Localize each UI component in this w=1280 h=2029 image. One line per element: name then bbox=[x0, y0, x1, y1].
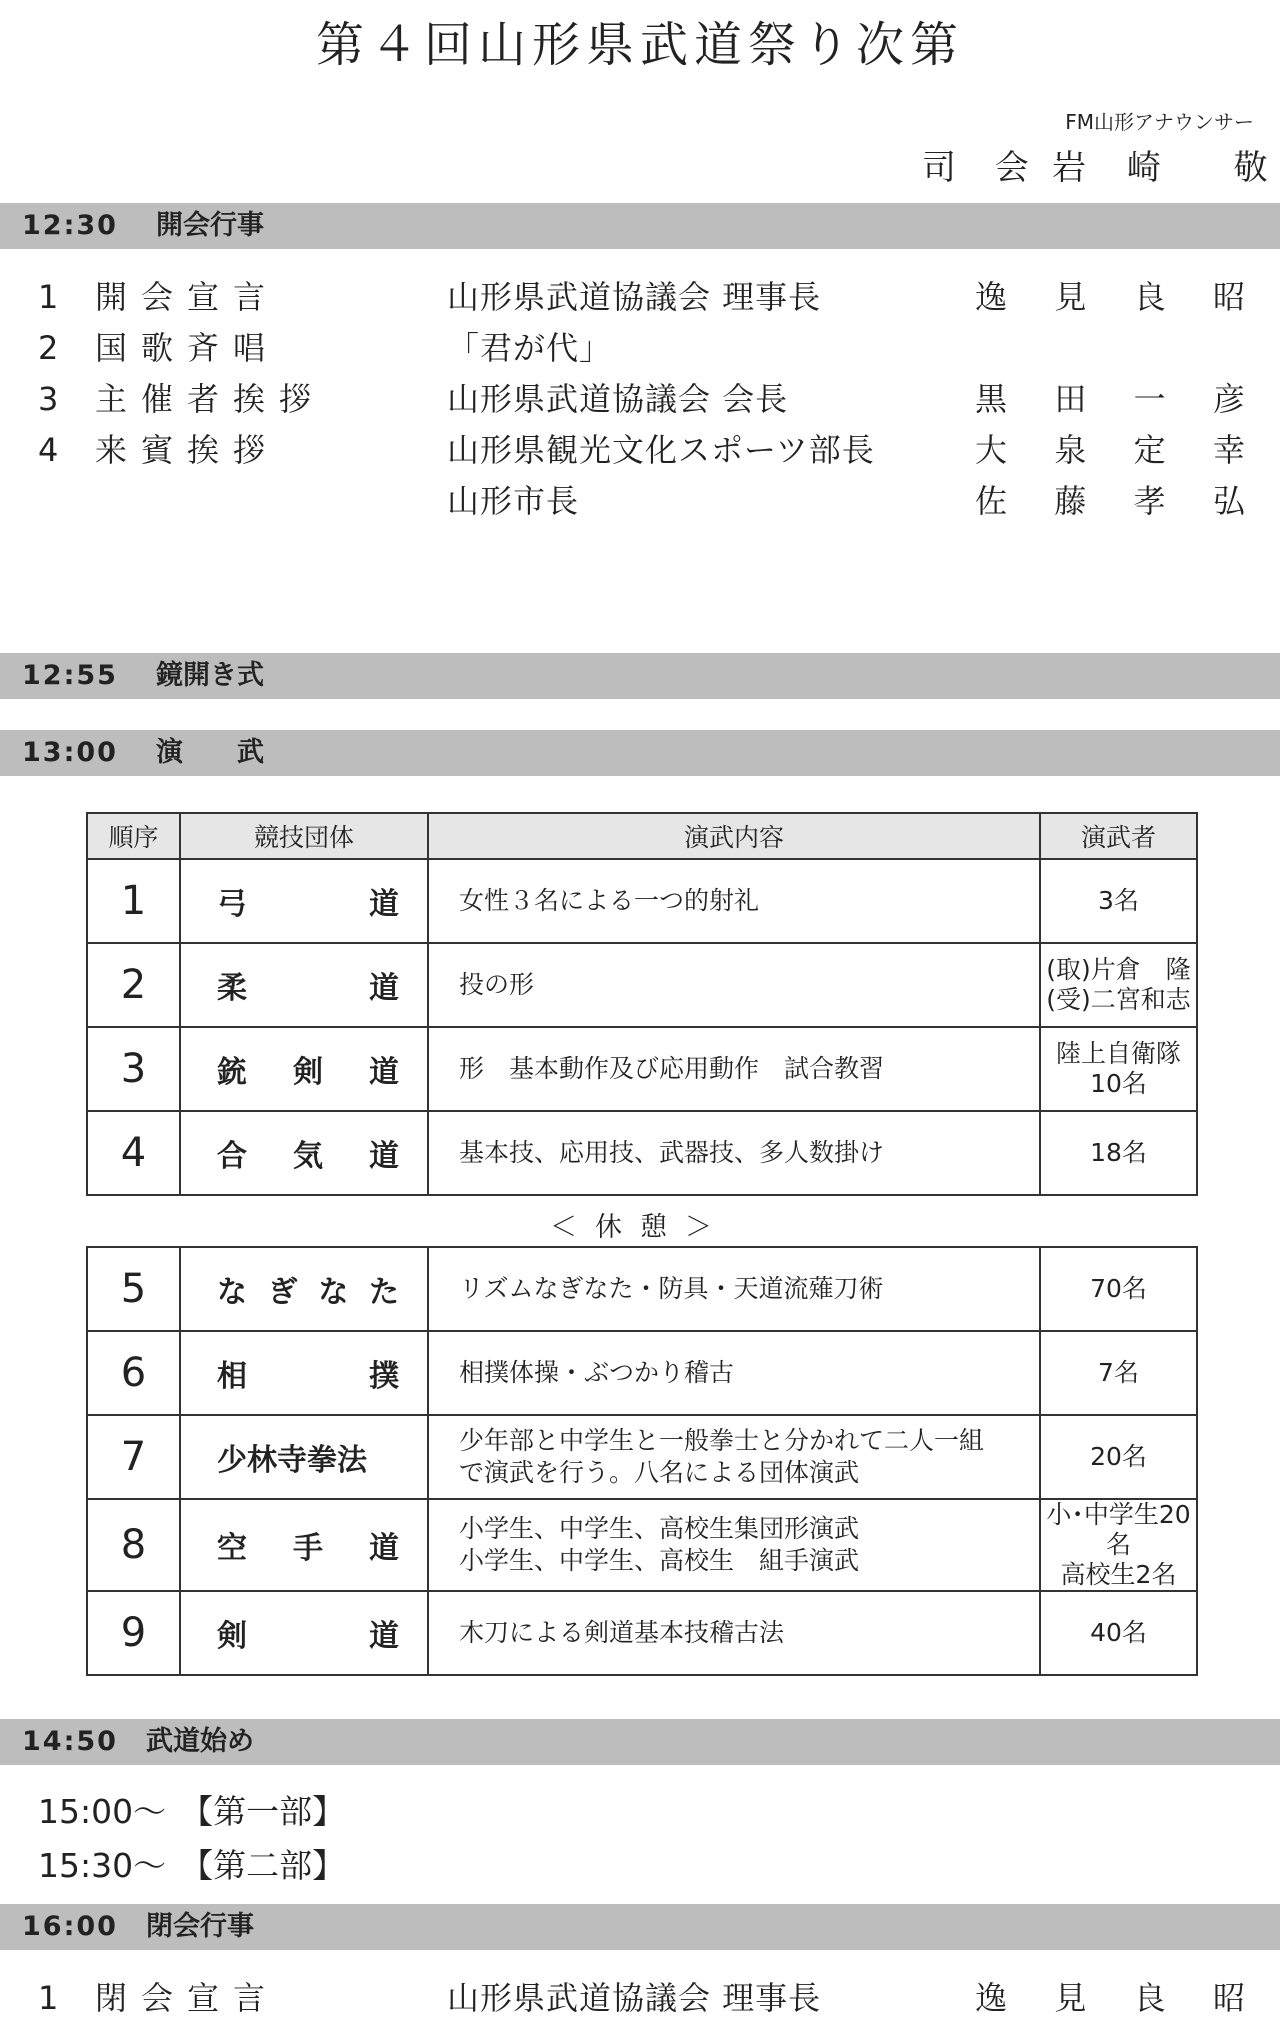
performers-cell bbox=[1040, 1499, 1197, 1591]
performers-line: 70名 bbox=[1090, 1274, 1147, 1303]
section-label: 武道始め bbox=[146, 1726, 254, 1757]
row-person bbox=[975, 476, 1245, 526]
person-name-char: 一 bbox=[1133, 380, 1166, 418]
group-name-char: 気 bbox=[293, 1139, 323, 1174]
group-name-char: 撲 bbox=[369, 1359, 399, 1394]
demonstration-row bbox=[87, 1331, 1197, 1415]
session-time: 15:30～ bbox=[38, 1846, 167, 1885]
content-line: 女性３名による一つ的射礼 bbox=[459, 886, 760, 915]
header-group: 競技団体 bbox=[180, 813, 428, 859]
person-name-char: 孝 bbox=[1133, 482, 1166, 520]
person-name-char: 佐 bbox=[975, 482, 1008, 520]
group-name-char: 道 bbox=[369, 887, 399, 922]
ceremony-row bbox=[0, 374, 1280, 424]
row-item: 開会宣言 bbox=[95, 278, 280, 316]
person-name-char: 泉 bbox=[1054, 431, 1087, 469]
demonstration-row bbox=[87, 1247, 1197, 1331]
group-name-char: 道 bbox=[369, 1139, 399, 1174]
person-name-char: 藤 bbox=[1054, 482, 1087, 520]
content-line: で演武を行う。八名による団体演武 bbox=[459, 1458, 860, 1487]
section-bar-budo-hajime bbox=[0, 1719, 1280, 1765]
content-line: 小学生、中学生、高校生 組手演武 bbox=[459, 1546, 860, 1575]
performers-cell bbox=[1040, 1415, 1197, 1499]
content-cell bbox=[428, 1591, 1040, 1675]
row-item: 国歌斉唱 bbox=[95, 329, 280, 367]
group-name-char: 相 bbox=[217, 1359, 247, 1394]
order-cell: 7 bbox=[87, 1415, 180, 1499]
group-cell bbox=[180, 1591, 428, 1675]
row-person bbox=[975, 425, 1245, 475]
content-line: 相撲体操・ぶつかり稽古 bbox=[459, 1358, 735, 1387]
mc-affiliation: FM山形アナウンサー bbox=[1065, 110, 1254, 134]
demonstration-row bbox=[87, 1591, 1197, 1675]
person-name-char: 見 bbox=[1054, 278, 1087, 316]
person-name-char: 大 bbox=[975, 431, 1008, 469]
group-name-char: 弓 bbox=[217, 887, 247, 922]
ceremony-row bbox=[0, 1973, 1280, 2023]
session-name: 【第二部】 bbox=[180, 1846, 346, 1885]
person-name-char: 逸 bbox=[975, 278, 1008, 316]
person-name-char: 弘 bbox=[1212, 482, 1245, 520]
demonstration-row bbox=[87, 859, 1197, 943]
content-line: 木刀による剣道基本技稽古法 bbox=[459, 1618, 785, 1647]
section-bar-kagami bbox=[0, 653, 1280, 699]
group-name-char: 道 bbox=[369, 1531, 399, 1566]
person-name-char: 黒 bbox=[975, 380, 1008, 418]
content-line: リズムなぎなた・防具・天道流薙刀術 bbox=[459, 1274, 884, 1303]
content-cell bbox=[428, 1027, 1040, 1111]
order-cell: 3 bbox=[87, 1027, 180, 1111]
session-time: 15:00～ bbox=[38, 1792, 167, 1831]
performers-line: 高校生2名 bbox=[1060, 1560, 1177, 1589]
row-item: 主催者挨拶 bbox=[95, 380, 326, 418]
row-person bbox=[975, 272, 1245, 322]
group-cell bbox=[180, 1415, 428, 1499]
group-name-char: ぎ bbox=[267, 1275, 298, 1310]
order-cell: 4 bbox=[87, 1111, 180, 1195]
order-cell: 8 bbox=[87, 1499, 180, 1591]
content-cell bbox=[428, 1415, 1040, 1499]
demonstration-row bbox=[87, 1027, 1197, 1111]
demonstration-table-part2 bbox=[86, 1246, 1198, 1676]
person-name-char: 幸 bbox=[1212, 431, 1245, 469]
row-item: 来賓挨拶 bbox=[95, 431, 280, 469]
content-line: 少年部と中学生と一般拳士と分かれて二人一組 bbox=[459, 1426, 985, 1455]
group-cell bbox=[180, 859, 428, 943]
row-person bbox=[975, 374, 1245, 424]
row-organization: 山形県武道協議会 理事長 bbox=[447, 1979, 822, 2017]
performers-cell bbox=[1040, 859, 1197, 943]
row-item: 閉会宣言 bbox=[95, 1979, 280, 2017]
section-label: 演 武 bbox=[156, 737, 264, 768]
group-name bbox=[217, 1435, 399, 1479]
person-name-char: 田 bbox=[1054, 380, 1087, 418]
group-cell bbox=[180, 1027, 428, 1111]
group-name-char: 空 bbox=[217, 1531, 247, 1566]
break-label: ＜休憩＞ bbox=[550, 1212, 730, 1243]
group-name-char: 剣 bbox=[217, 1619, 247, 1654]
content-cell bbox=[428, 1111, 1040, 1195]
row-organization: 山形県観光文化スポーツ部長 bbox=[447, 431, 875, 469]
ceremony-row bbox=[0, 323, 1280, 373]
group-name-char: 手 bbox=[293, 1531, 323, 1566]
group-cell bbox=[180, 943, 428, 1027]
group-name-char: 道 bbox=[369, 1619, 399, 1654]
content-cell bbox=[428, 1247, 1040, 1331]
performers-cell bbox=[1040, 1247, 1197, 1331]
order-cell: 1 bbox=[87, 859, 180, 943]
performers-cell bbox=[1040, 1591, 1197, 1675]
mc-name-char: 崎 bbox=[1126, 148, 1161, 188]
section-label: 開会行事 bbox=[156, 210, 264, 241]
group-name-char: 剣 bbox=[293, 1055, 323, 1090]
group-name bbox=[217, 1047, 399, 1091]
person-name-char: 定 bbox=[1133, 431, 1166, 469]
content-line: 形 基本動作及び応用動作 試合教習 bbox=[459, 1054, 885, 1083]
section-label: 閉会行事 bbox=[146, 1911, 254, 1942]
ceremony-row bbox=[0, 425, 1280, 475]
group-name-char: 銃 bbox=[217, 1055, 247, 1090]
performers-cell bbox=[1040, 1111, 1197, 1195]
ceremony-row bbox=[0, 476, 1280, 526]
session-second bbox=[38, 1840, 359, 1887]
group-cell bbox=[180, 1331, 428, 1415]
section-time: 13:00 bbox=[22, 737, 118, 768]
group-name-char: た bbox=[368, 1275, 399, 1310]
mc-role: 司 会 bbox=[922, 148, 1043, 188]
header-content: 演武内容 bbox=[428, 813, 1040, 859]
demonstration-row bbox=[87, 1499, 1197, 1591]
page-title: 第４回山形県武道祭り次第 bbox=[315, 17, 964, 73]
section-time: 14:50 bbox=[22, 1726, 118, 1757]
header-order: 順序 bbox=[87, 813, 180, 859]
mc-name-char: 敬 bbox=[1233, 148, 1268, 188]
performers-line: 10名 bbox=[1090, 1069, 1147, 1098]
section-bar-enbu bbox=[0, 730, 1280, 776]
person-name-char: 昭 bbox=[1212, 278, 1245, 316]
performers-line: 18名 bbox=[1090, 1138, 1147, 1167]
row-person bbox=[975, 1973, 1245, 2023]
group-cell bbox=[180, 1499, 428, 1591]
performers-cell bbox=[1040, 943, 1197, 1027]
row-number: 1 bbox=[38, 278, 59, 316]
section-bar-closing bbox=[0, 1904, 1280, 1950]
group-name-char: 道 bbox=[369, 971, 399, 1006]
demonstration-row bbox=[87, 1415, 1197, 1499]
row-number: 2 bbox=[38, 329, 59, 367]
person-name-char: 昭 bbox=[1212, 1979, 1245, 2017]
order-cell: 9 bbox=[87, 1591, 180, 1675]
group-name bbox=[217, 1523, 399, 1567]
performers-line: 40名 bbox=[1090, 1618, 1147, 1647]
row-organization: 山形県武道協議会 理事長 bbox=[447, 278, 822, 316]
group-name bbox=[217, 879, 399, 923]
group-cell bbox=[180, 1111, 428, 1195]
performers-line: 20名 bbox=[1090, 1442, 1147, 1471]
content-line: 基本技、応用技、武器技、多人数掛け bbox=[459, 1138, 885, 1167]
row-organization: 山形県武道協議会 会長 bbox=[447, 380, 789, 418]
row-number: 1 bbox=[38, 1979, 59, 2017]
performers-line: (受)二宮和志 bbox=[1046, 985, 1191, 1014]
row-organization: 山形市長 bbox=[447, 482, 580, 520]
content-cell bbox=[428, 943, 1040, 1027]
session-name: 【第一部】 bbox=[180, 1792, 346, 1831]
demonstration-table-part1 bbox=[86, 812, 1198, 1196]
group-name bbox=[217, 1351, 399, 1395]
session-first bbox=[38, 1786, 359, 1833]
person-name-char: 良 bbox=[1133, 278, 1166, 316]
order-cell: 6 bbox=[87, 1331, 180, 1415]
person-name-char: 逸 bbox=[975, 1979, 1008, 2017]
demonstration-row bbox=[87, 943, 1197, 1027]
group-name-char: な bbox=[217, 1275, 247, 1310]
group-name bbox=[217, 1611, 399, 1655]
performers-cell bbox=[1040, 1331, 1197, 1415]
group-name-char: な bbox=[318, 1275, 349, 1310]
content-line: 投の形 bbox=[459, 970, 535, 999]
row-number: 3 bbox=[38, 380, 59, 418]
header-performers: 演武者 bbox=[1040, 813, 1197, 859]
section-label: 鏡開き式 bbox=[156, 660, 264, 691]
group-name bbox=[217, 1131, 399, 1175]
ceremony-row bbox=[0, 272, 1280, 322]
person-name-char: 彦 bbox=[1212, 380, 1245, 418]
group-name bbox=[217, 963, 399, 1007]
row-number: 4 bbox=[38, 431, 59, 469]
group-name-char: 道 bbox=[369, 1055, 399, 1090]
section-time: 12:55 bbox=[22, 660, 118, 691]
performers-line: (取)片倉 隆 bbox=[1046, 955, 1191, 984]
content-cell bbox=[428, 1331, 1040, 1415]
content-line: 小学生、中学生、高校生集団形演武 bbox=[459, 1514, 860, 1543]
performers-line: 7名 bbox=[1098, 1358, 1139, 1387]
section-time: 16:00 bbox=[22, 1911, 118, 1942]
row-organization: 「君が代」 bbox=[447, 329, 613, 367]
performers-line: 陸上自衛隊 bbox=[1055, 1039, 1181, 1068]
performers-cell bbox=[1040, 1027, 1197, 1111]
group-cell bbox=[180, 1247, 428, 1331]
content-cell bbox=[428, 859, 1040, 943]
demonstration-row bbox=[87, 1111, 1197, 1195]
order-cell: 2 bbox=[87, 943, 180, 1027]
group-name-char: 柔 bbox=[217, 971, 247, 1006]
section-time: 12:30 bbox=[22, 210, 118, 241]
person-name-char: 見 bbox=[1054, 1979, 1087, 2017]
section-bar-opening bbox=[0, 203, 1280, 249]
content-cell bbox=[428, 1499, 1040, 1591]
performers-line: 小･中学生20名 bbox=[1046, 1500, 1191, 1559]
order-cell: 5 bbox=[87, 1247, 180, 1331]
group-name-char: 合 bbox=[217, 1139, 247, 1174]
person-name-char: 良 bbox=[1133, 1979, 1166, 2017]
group-name-char: 少林寺拳法 bbox=[217, 1443, 367, 1478]
mc-name bbox=[1052, 140, 1268, 189]
mc-name-char: 岩 bbox=[1052, 148, 1086, 188]
group-name bbox=[217, 1267, 399, 1311]
performers-line: 3名 bbox=[1098, 886, 1139, 915]
